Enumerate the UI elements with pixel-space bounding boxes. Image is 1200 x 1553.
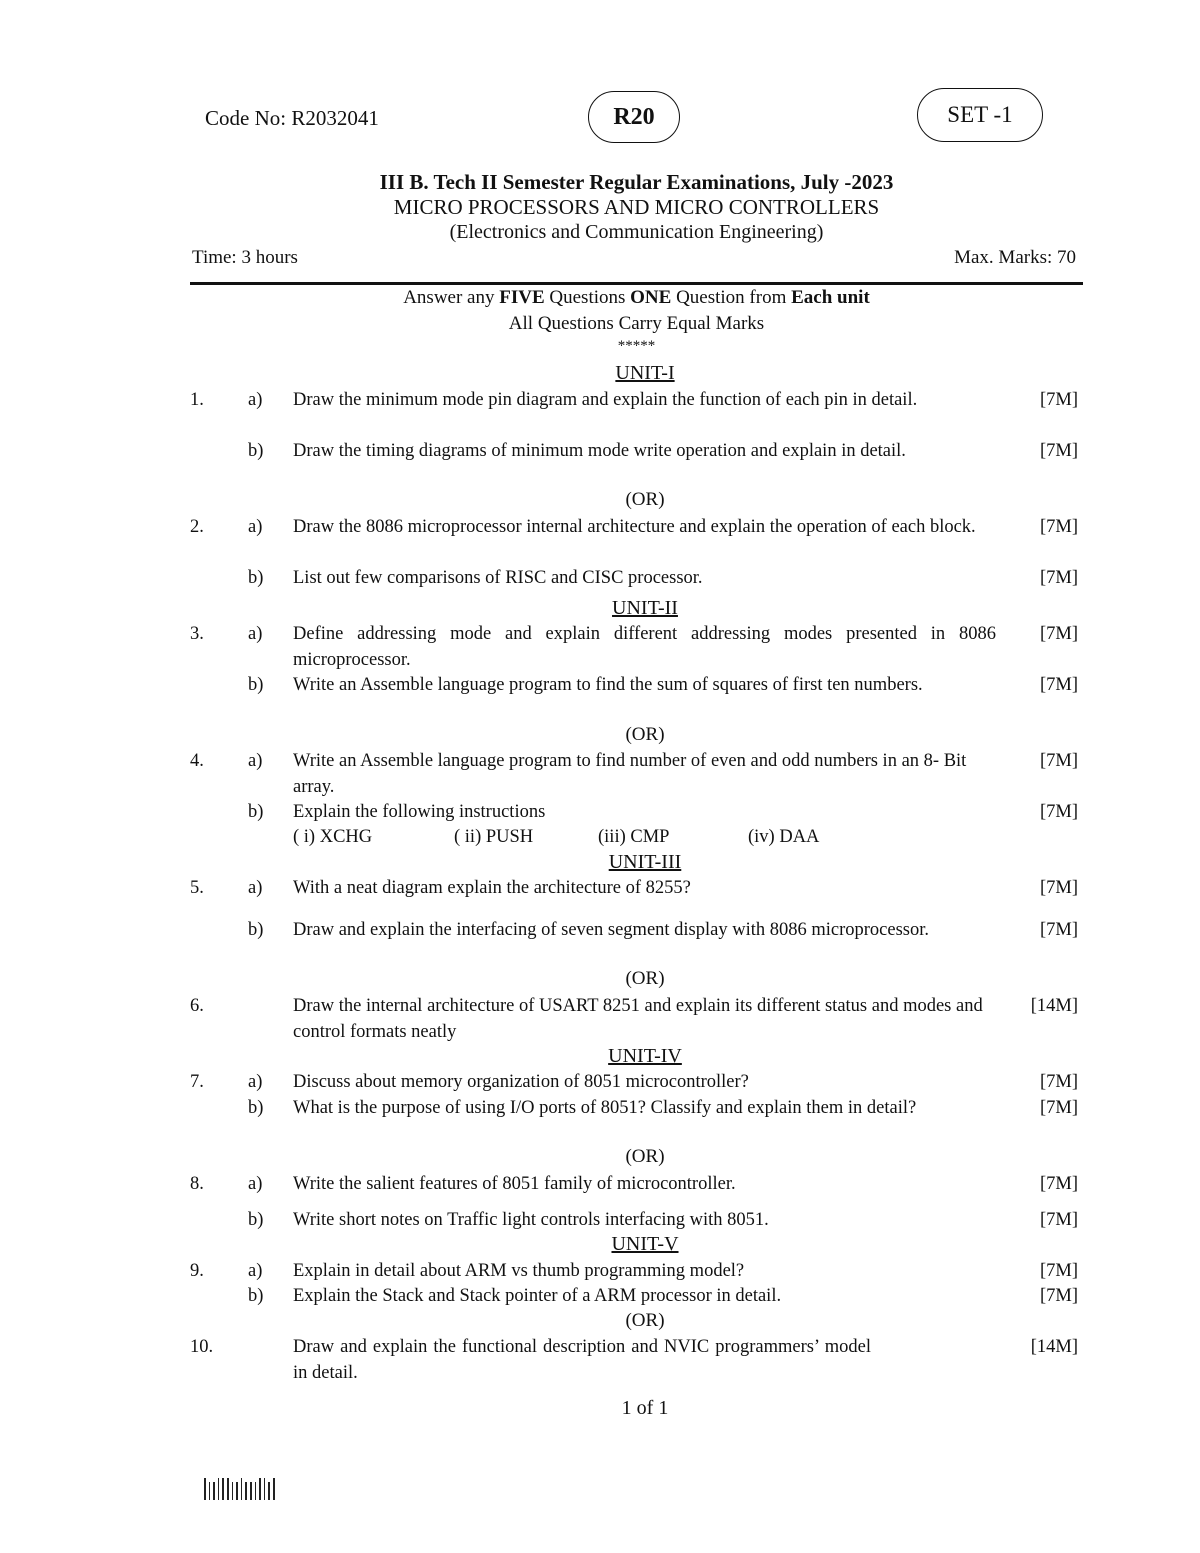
- exam-title: III B. Tech II Semester Regular Examinations, July -2023: [379, 170, 894, 194]
- question-part: a): [248, 390, 263, 410]
- question-marks: [7M]: [1039, 1286, 1078, 1306]
- question-text: Draw the timing diagrams of minimum mode write operation and explain in detail.: [293, 441, 906, 461]
- question-text: Write short notes on Traffic light controls interfacing with 8051.: [293, 1210, 769, 1230]
- unit-heading-4: UNIT-IV: [608, 1045, 682, 1067]
- question-marks: [7M]: [1039, 624, 1078, 644]
- question-text: Draw the minimum mode pin diagram and explain the function of each pin in detail.: [293, 390, 918, 410]
- unit-heading-2: UNIT-II: [612, 597, 678, 619]
- question-number: 4.: [190, 751, 204, 771]
- question-number: 3.: [190, 624, 204, 644]
- instruction-item: ( ii) PUSH: [454, 827, 534, 847]
- instruction-item: ( i) XCHG: [293, 827, 373, 847]
- page-number: 1 of 1: [621, 1397, 669, 1419]
- question-marks: [7M]: [1039, 517, 1078, 537]
- barcode: [204, 1478, 275, 1500]
- question-marks: [7M]: [1039, 390, 1078, 410]
- code-number: Code No: R2032041: [205, 106, 379, 130]
- set-badge: [917, 88, 1043, 142]
- question-number: 1.: [190, 390, 204, 410]
- question-marks: [7M]: [1039, 675, 1078, 695]
- question-marks: [14M]: [1030, 996, 1078, 1016]
- question-text: List out few comparisons of RISC and CISC processor.: [293, 568, 703, 588]
- or-divider: (OR): [625, 724, 665, 745]
- question-part: b): [248, 1210, 264, 1230]
- question-marks: [7M]: [1039, 920, 1078, 940]
- regulation-label: R20: [613, 103, 655, 130]
- instruction-item: (iii) CMP: [598, 827, 670, 847]
- question-number: 10.: [190, 1337, 214, 1357]
- branch-name: (Electronics and Communication Engineering): [449, 221, 824, 243]
- question-text: Draw the 8086 microprocessor internal architecture and explain the operation of each block.: [293, 517, 976, 537]
- question-marks: [7M]: [1039, 802, 1078, 822]
- question-text: Draw and explain the functional description and NVIC programmers’ model in detail.: [293, 1337, 871, 1383]
- question-marks: [7M]: [1039, 1174, 1078, 1194]
- question-part: a): [248, 751, 263, 771]
- question-part: b): [248, 1286, 264, 1306]
- question-marks: [14M]: [1030, 1337, 1078, 1357]
- question-marks: [7M]: [1039, 1261, 1078, 1281]
- question-part: a): [248, 1072, 263, 1092]
- question-text: Write the salient features of 8051 family of microcontroller.: [293, 1174, 736, 1194]
- question-text: Discuss about memory organization of 8051 microcontroller?: [293, 1072, 749, 1092]
- instruction-item: (iv) DAA: [748, 827, 820, 847]
- separator-stars: *****: [617, 338, 656, 354]
- unit-heading-5: UNIT-V: [611, 1233, 679, 1255]
- question-text: Explain in detail about ARM vs thumb programming model?: [293, 1261, 745, 1281]
- question-number: 6.: [190, 996, 204, 1016]
- instruction-line: Answer any FIVE Questions ONE Question from Each unit: [403, 287, 870, 308]
- question-number: 5.: [190, 878, 204, 898]
- question-part: b): [248, 802, 264, 822]
- instruction-marks: All Questions Carry Equal Marks: [508, 313, 765, 334]
- question-number: 2.: [190, 517, 204, 537]
- question-text: With a neat diagram explain the architecture of 8255?: [293, 878, 691, 898]
- question-part: a): [248, 1261, 263, 1281]
- question-part: a): [248, 624, 263, 644]
- question-part: a): [248, 878, 263, 898]
- question-text: Explain the following instructions: [293, 802, 546, 822]
- question-part: b): [248, 441, 264, 461]
- question-part: a): [248, 517, 263, 537]
- question-part: b): [248, 568, 264, 588]
- or-divider: (OR): [625, 1146, 665, 1167]
- question-part: b): [248, 675, 264, 695]
- question-marks: [7M]: [1039, 751, 1078, 771]
- question-text: Define addressing mode and explain different addressing modes presented in 8086 microprocessor.: [293, 624, 996, 670]
- question-number: 9.: [190, 1261, 204, 1281]
- question-text: Write an Assemble language program to find the sum of squares of first ten numbers.: [293, 675, 923, 695]
- unit-heading-1: UNIT-I: [615, 362, 675, 384]
- subject-title: MICRO PROCESSORS AND MICRO CONTROLLERS: [393, 195, 880, 219]
- question-text: Draw and explain the interfacing of seven segment display with 8086 microprocessor.: [293, 920, 930, 940]
- unit-heading-3: UNIT-III: [608, 851, 682, 873]
- question-part: b): [248, 1098, 264, 1118]
- max-marks: Max. Marks: 70: [954, 247, 1076, 268]
- exam-time: Time: 3 hours: [192, 247, 298, 268]
- question-text: Explain the Stack and Stack pointer of a ARM processor in detail.: [293, 1286, 782, 1306]
- question-number: 7.: [190, 1072, 204, 1092]
- question-part: b): [248, 920, 264, 940]
- question-marks: [7M]: [1039, 878, 1078, 898]
- question-marks: [7M]: [1039, 441, 1078, 461]
- header-divider: [190, 282, 1083, 285]
- set-label: SET -1: [947, 102, 1013, 127]
- or-divider: (OR): [625, 489, 665, 510]
- question-marks: [7M]: [1039, 1210, 1078, 1230]
- question-text: Draw the internal architecture of USART 8251 and explain its different status and modes and control formats neatly: [293, 996, 983, 1042]
- question-marks: [7M]: [1039, 1072, 1078, 1092]
- question-marks: [7M]: [1039, 568, 1078, 588]
- question-text: Write an Assemble language program to find number of even and odd numbers in an 8- Bit array.: [293, 751, 967, 797]
- question-part: a): [248, 1174, 263, 1194]
- or-divider: (OR): [625, 968, 665, 989]
- regulation-badge: [588, 91, 680, 143]
- question-text: What is the purpose of using I/O ports of 8051? Classify and explain them in detail?: [293, 1098, 917, 1118]
- or-divider: (OR): [625, 1310, 665, 1331]
- question-number: 8.: [190, 1174, 204, 1194]
- question-marks: [7M]: [1039, 1098, 1078, 1118]
